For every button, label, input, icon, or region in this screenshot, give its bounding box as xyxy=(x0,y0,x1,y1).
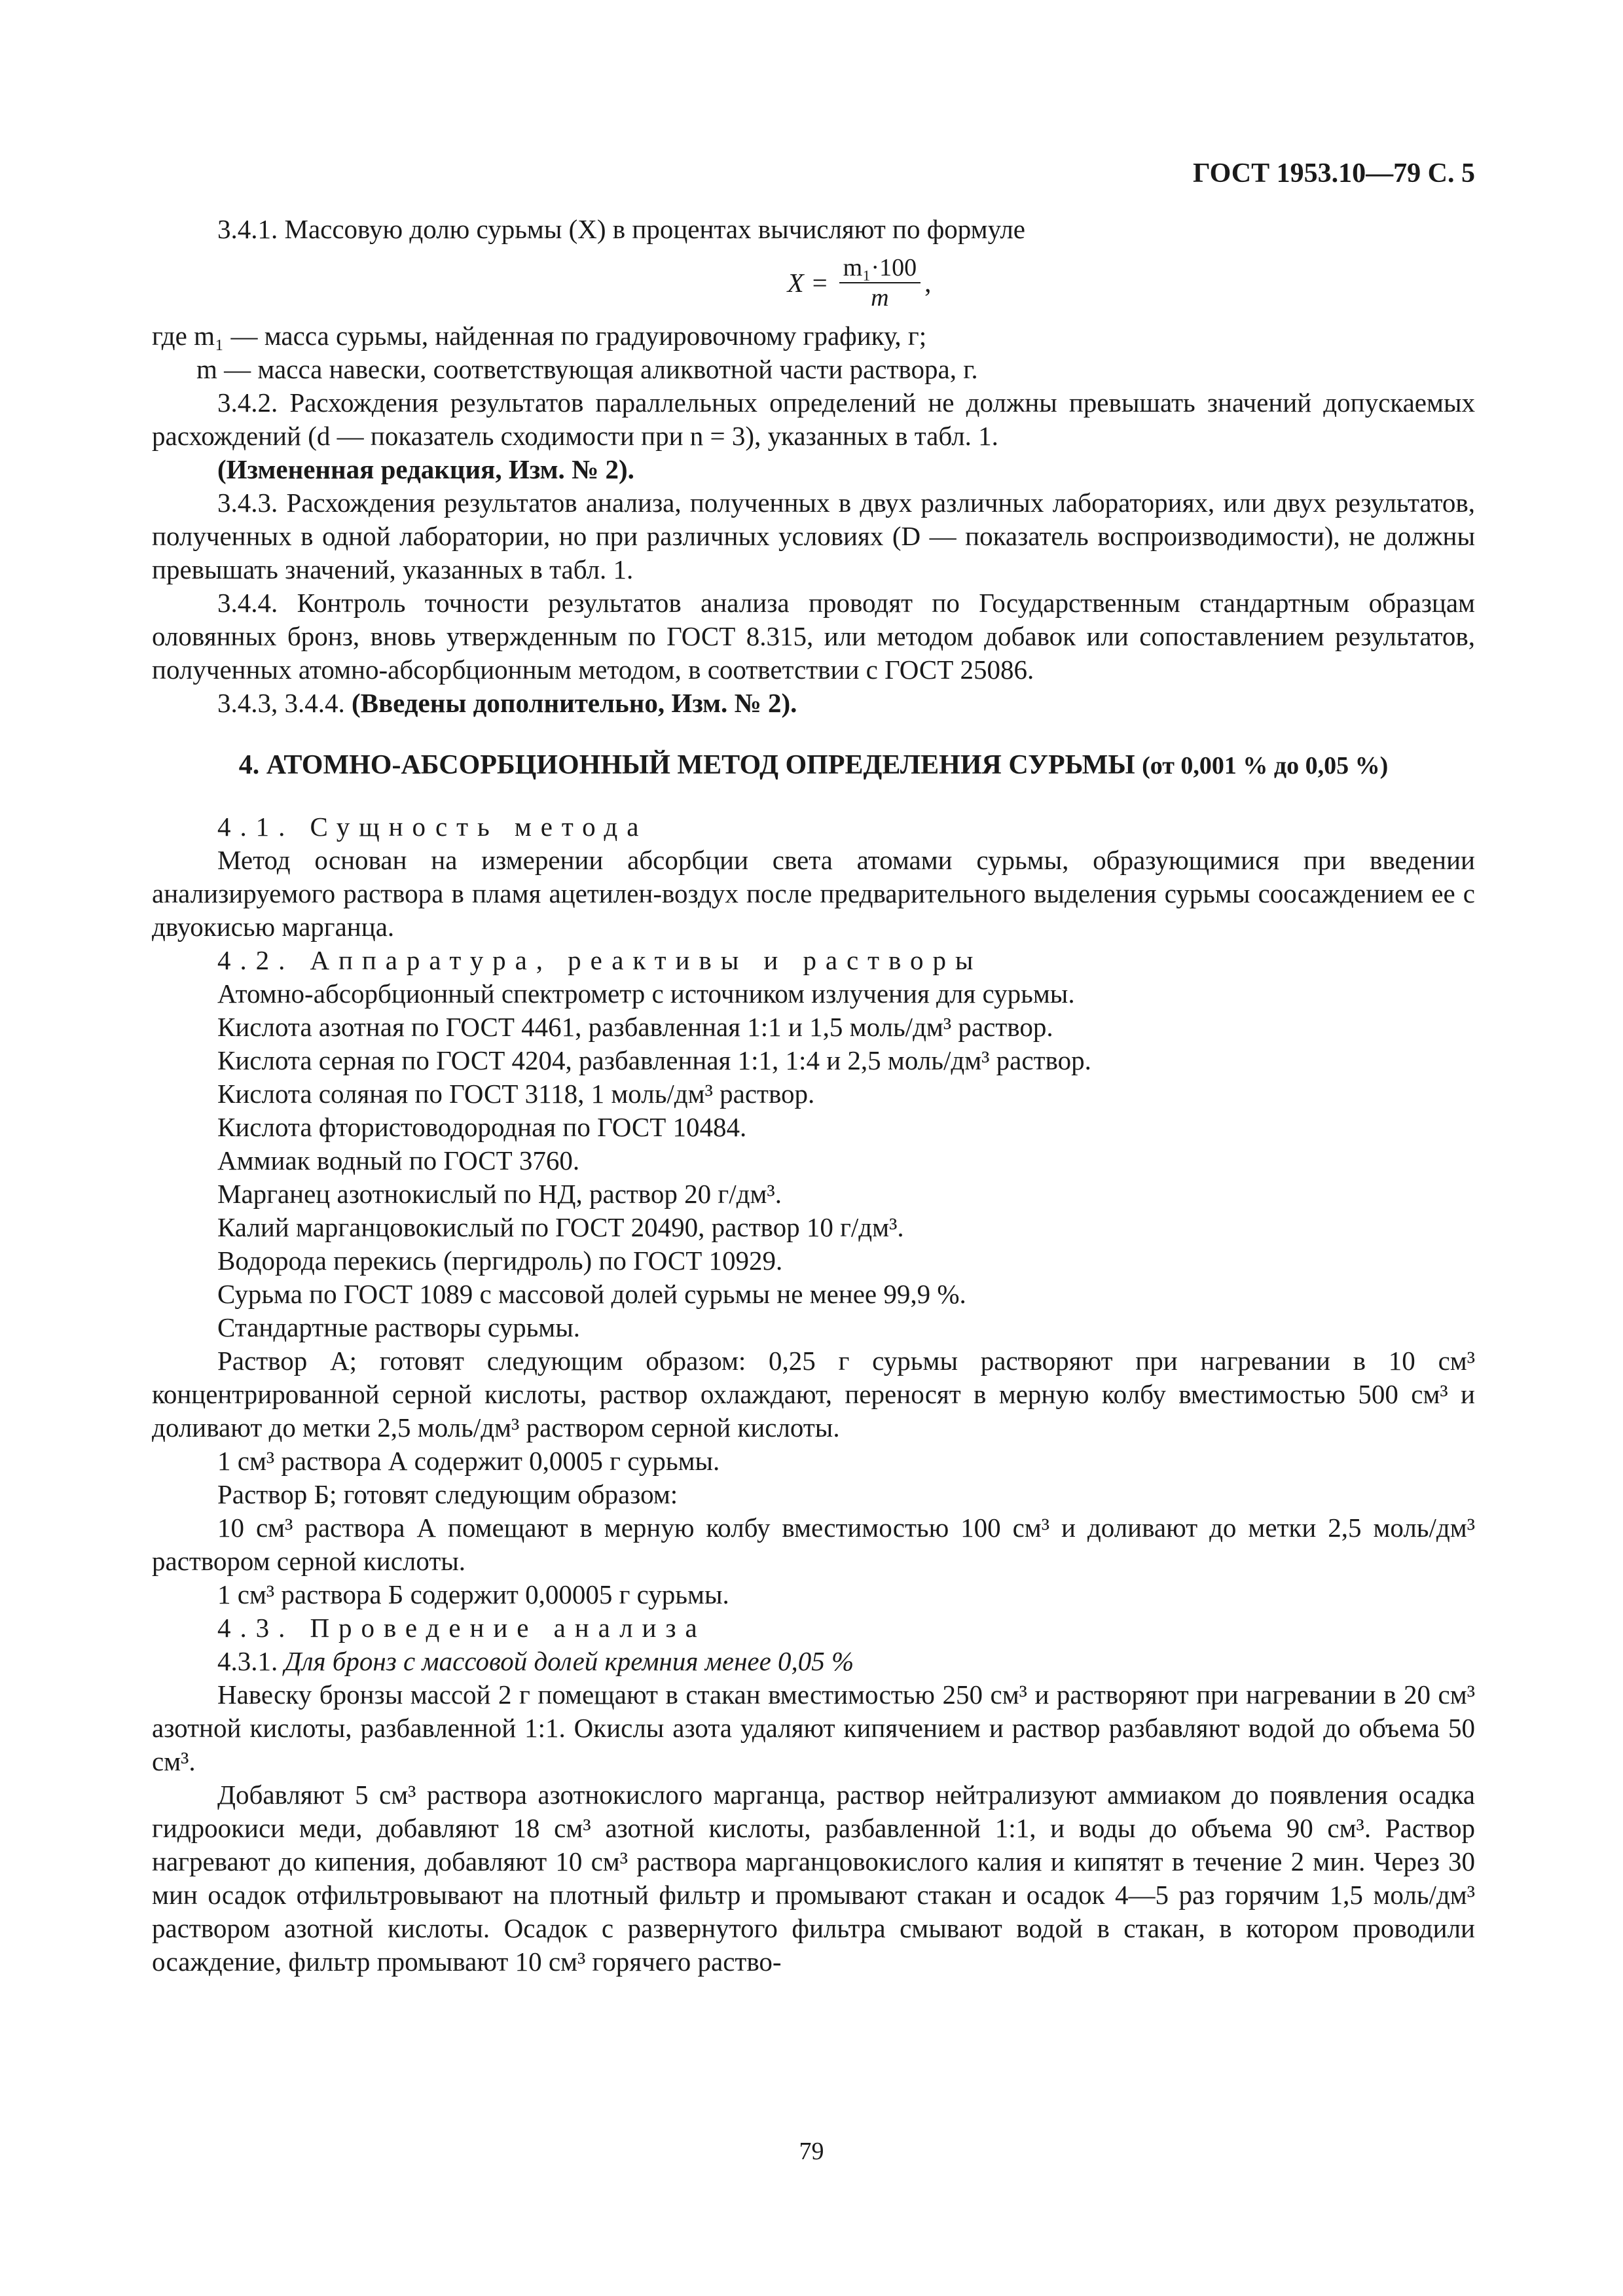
reagent-item: Кислота соляная по ГОСТ 3118, 1 моль/дм³ раствор. xyxy=(217,1079,815,1109)
amendment-note-3-4-2: (Измененная редакция, Изм. № 2). xyxy=(217,454,634,484)
subsection-4-3-1-title xyxy=(152,1645,1475,1678)
paragraph-3-4-3: 3.4.3. Расхождения результатов анализа, полученных в двух различных лабораториях, или двух результатов, полученных в одной лаборатории, но при различных условиях (D — показатель воспроизводимости), не должны превышать значений, указанных в табл. 1. xyxy=(152,488,1475,584)
solution-a-content: 1 см³ раствора А содержит 0,0005 г сурьмы. xyxy=(217,1446,720,1476)
subsection-4-2-title: 4.2. Аппаратура, реактивы и растворы xyxy=(217,945,983,975)
running-head: ГОСТ 1953.10—79 С. 5 xyxy=(1192,158,1475,188)
reagent-item: Водорода перекись (пергидроль) по ГОСТ 10929. xyxy=(217,1246,783,1276)
reagent-item: Кислота азотная по ГОСТ 4461, разбавленная 1:1 и 1,5 моль/дм³ раствор. xyxy=(217,1012,1053,1042)
subsection-4-1-title: 4.1. Сущность метода xyxy=(217,812,648,842)
reagent-item: Атомно-абсорбционный спектрометр с источником излучения для сурьмы. xyxy=(217,978,1075,1009)
reagent-list xyxy=(152,977,1475,1344)
formula-fraction xyxy=(839,253,921,312)
formula-trail: , xyxy=(924,267,932,298)
paragraph-3-4-2: 3.4.2. Расхождения результатов параллельных определений не должны превышать значений допускаемых расхождений (d — показатель сходимости при n = 3), указанных в табл. 1. xyxy=(152,387,1475,451)
procedure-paragraph-2: Добавляют 5 см³ раствора азотнокислого марганца, раствор нейтрализуют аммиаком до появления осадка гидроокиси меди, добавляют 18 см³ азотной кислоты, разбавленной 1:1, и воды до объема 90 см³. Раствор нагревают до кипения, добавляют 10 см³ раствора марганцовокислого калия и кипятят в течение 2 мин. Через 30 мин осадок отфильтровывают на плотный фильтр и промывают стакан и осадок 4—5 раз горячим 1,5 моль/дм³ раствором азотной кислоты. Осадок с развернутого фильтра смывают водой в стакан, в котором проводили осаждение, фильтр промывают 10 см³ горячего раство- xyxy=(152,1780,1475,1977)
where-line-1: где m₁ — масса сурьмы, найденная по градуировочному графику, г; xyxy=(152,321,927,351)
solution-b-content: 1 см³ раствора Б содержит 0,00005 г сурьмы. xyxy=(217,1579,729,1609)
subsection-4-3-1-number: 4.3.1. xyxy=(217,1646,278,1676)
section-4-title: 4. АТОМНО-АБСОРБЦИОННЫЙ МЕТОД ОПРЕДЕЛЕНИЯ СУРЬМЫ xyxy=(238,750,1135,780)
solution-a: Раствор А; готовят следующим образом: 0,25 г сурьмы растворяют при нагревании в 10 см³ концентрированной серной кислоты, раствор охлаждают, переносят в мерную колбу вместимостью 500 см³ и доливают до метки 2,5 моль/дм³ раствором серной кислоты. xyxy=(152,1346,1475,1443)
solution-b-text: 10 см³ раствора А помещают в мерную колбу вместимостью 100 см³ и доливают до метки 2,5 моль/дм³ раствором серной кислоты. xyxy=(152,1513,1475,1576)
solution-b: Раствор Б; готовят следующим образом: xyxy=(217,1479,678,1509)
reagent-item: Аммиак водный по ГОСТ 3760. xyxy=(217,1145,580,1175)
formula-numerator: m₁·100 xyxy=(839,253,921,283)
reagent-item: Калий марганцовокислый по ГОСТ 20490, раствор 10 г/дм³. xyxy=(217,1212,904,1242)
paragraph-3-4-1: 3.4.1. Массовую долю сурьмы (X) в процентах вычисляют по формуле xyxy=(217,214,1025,244)
reagent-item: Кислота фтористоводородная по ГОСТ 10484. xyxy=(217,1112,747,1142)
amendment-note-3-4-4 xyxy=(152,687,1475,720)
reagent-item: Стандартные растворы сурьмы. xyxy=(217,1312,581,1342)
page-number: 79 xyxy=(799,2138,824,2165)
procedure-paragraph-1: Навеску бронзы массой 2 г помещают в стакан вместимостью 250 см³ и растворяют при нагревании в 20 см³ азотной кислоты, разбавленной 1:1. Окислы азота удаляют кипячением и раствор разбавляют водой до объема 50 см³. xyxy=(152,1679,1475,1776)
reagent-item: Марганец азотнокислый по НД, раствор 20 г/дм³. xyxy=(217,1179,782,1209)
paragraph-3-4-4: 3.4.4. Контроль точности результатов анализа проводят по Государственным стандартным образцам оловянных бронз, вновь утвержденным по ГОСТ 8.315, или методом добавок или сопоставлением результатов, полученных атомно-абсорбционным методом, в соответствии с ГОСТ 25086. xyxy=(152,588,1475,685)
amendment-note-prefix: 3.4.3, 3.4.4. xyxy=(217,688,345,718)
reagent-item: Сурьма по ГОСТ 1089 с массовой долей сурьмы не менее 99,9 %. xyxy=(217,1279,966,1309)
section-4-range: (от 0,001 % до 0,05 %) xyxy=(1142,752,1389,780)
subsection-4-1-text: Метод основан на измерении абсорбции света атомами сурьмы, образующимися при введении анализируемого раствора в пламя ацетилен-воздух после предварительного выделения сурьмы соосаждением ее с двуокисью марганца. xyxy=(152,845,1475,942)
formula-denominator: m xyxy=(871,284,889,312)
where-line-2: m — масса навески, соответствующая аликвотной части раствора, г. xyxy=(196,354,978,384)
subsection-4-3-title: 4.3. Проведение анализа xyxy=(217,1613,706,1643)
amendment-note-text: (Введены дополнительно, Изм. № 2). xyxy=(352,688,797,718)
subsection-4-3-1-caption: Для бронз с массовой долей кремния менее 0,05 % xyxy=(284,1646,854,1676)
section-4-heading xyxy=(152,749,1475,783)
formula-lhs: X = xyxy=(787,267,829,298)
reagent-item: Кислота серная по ГОСТ 4204, разбавленная 1:1, 1:4 и 2,5 моль/дм³ раствор. xyxy=(217,1045,1091,1075)
formula xyxy=(244,250,1475,315)
